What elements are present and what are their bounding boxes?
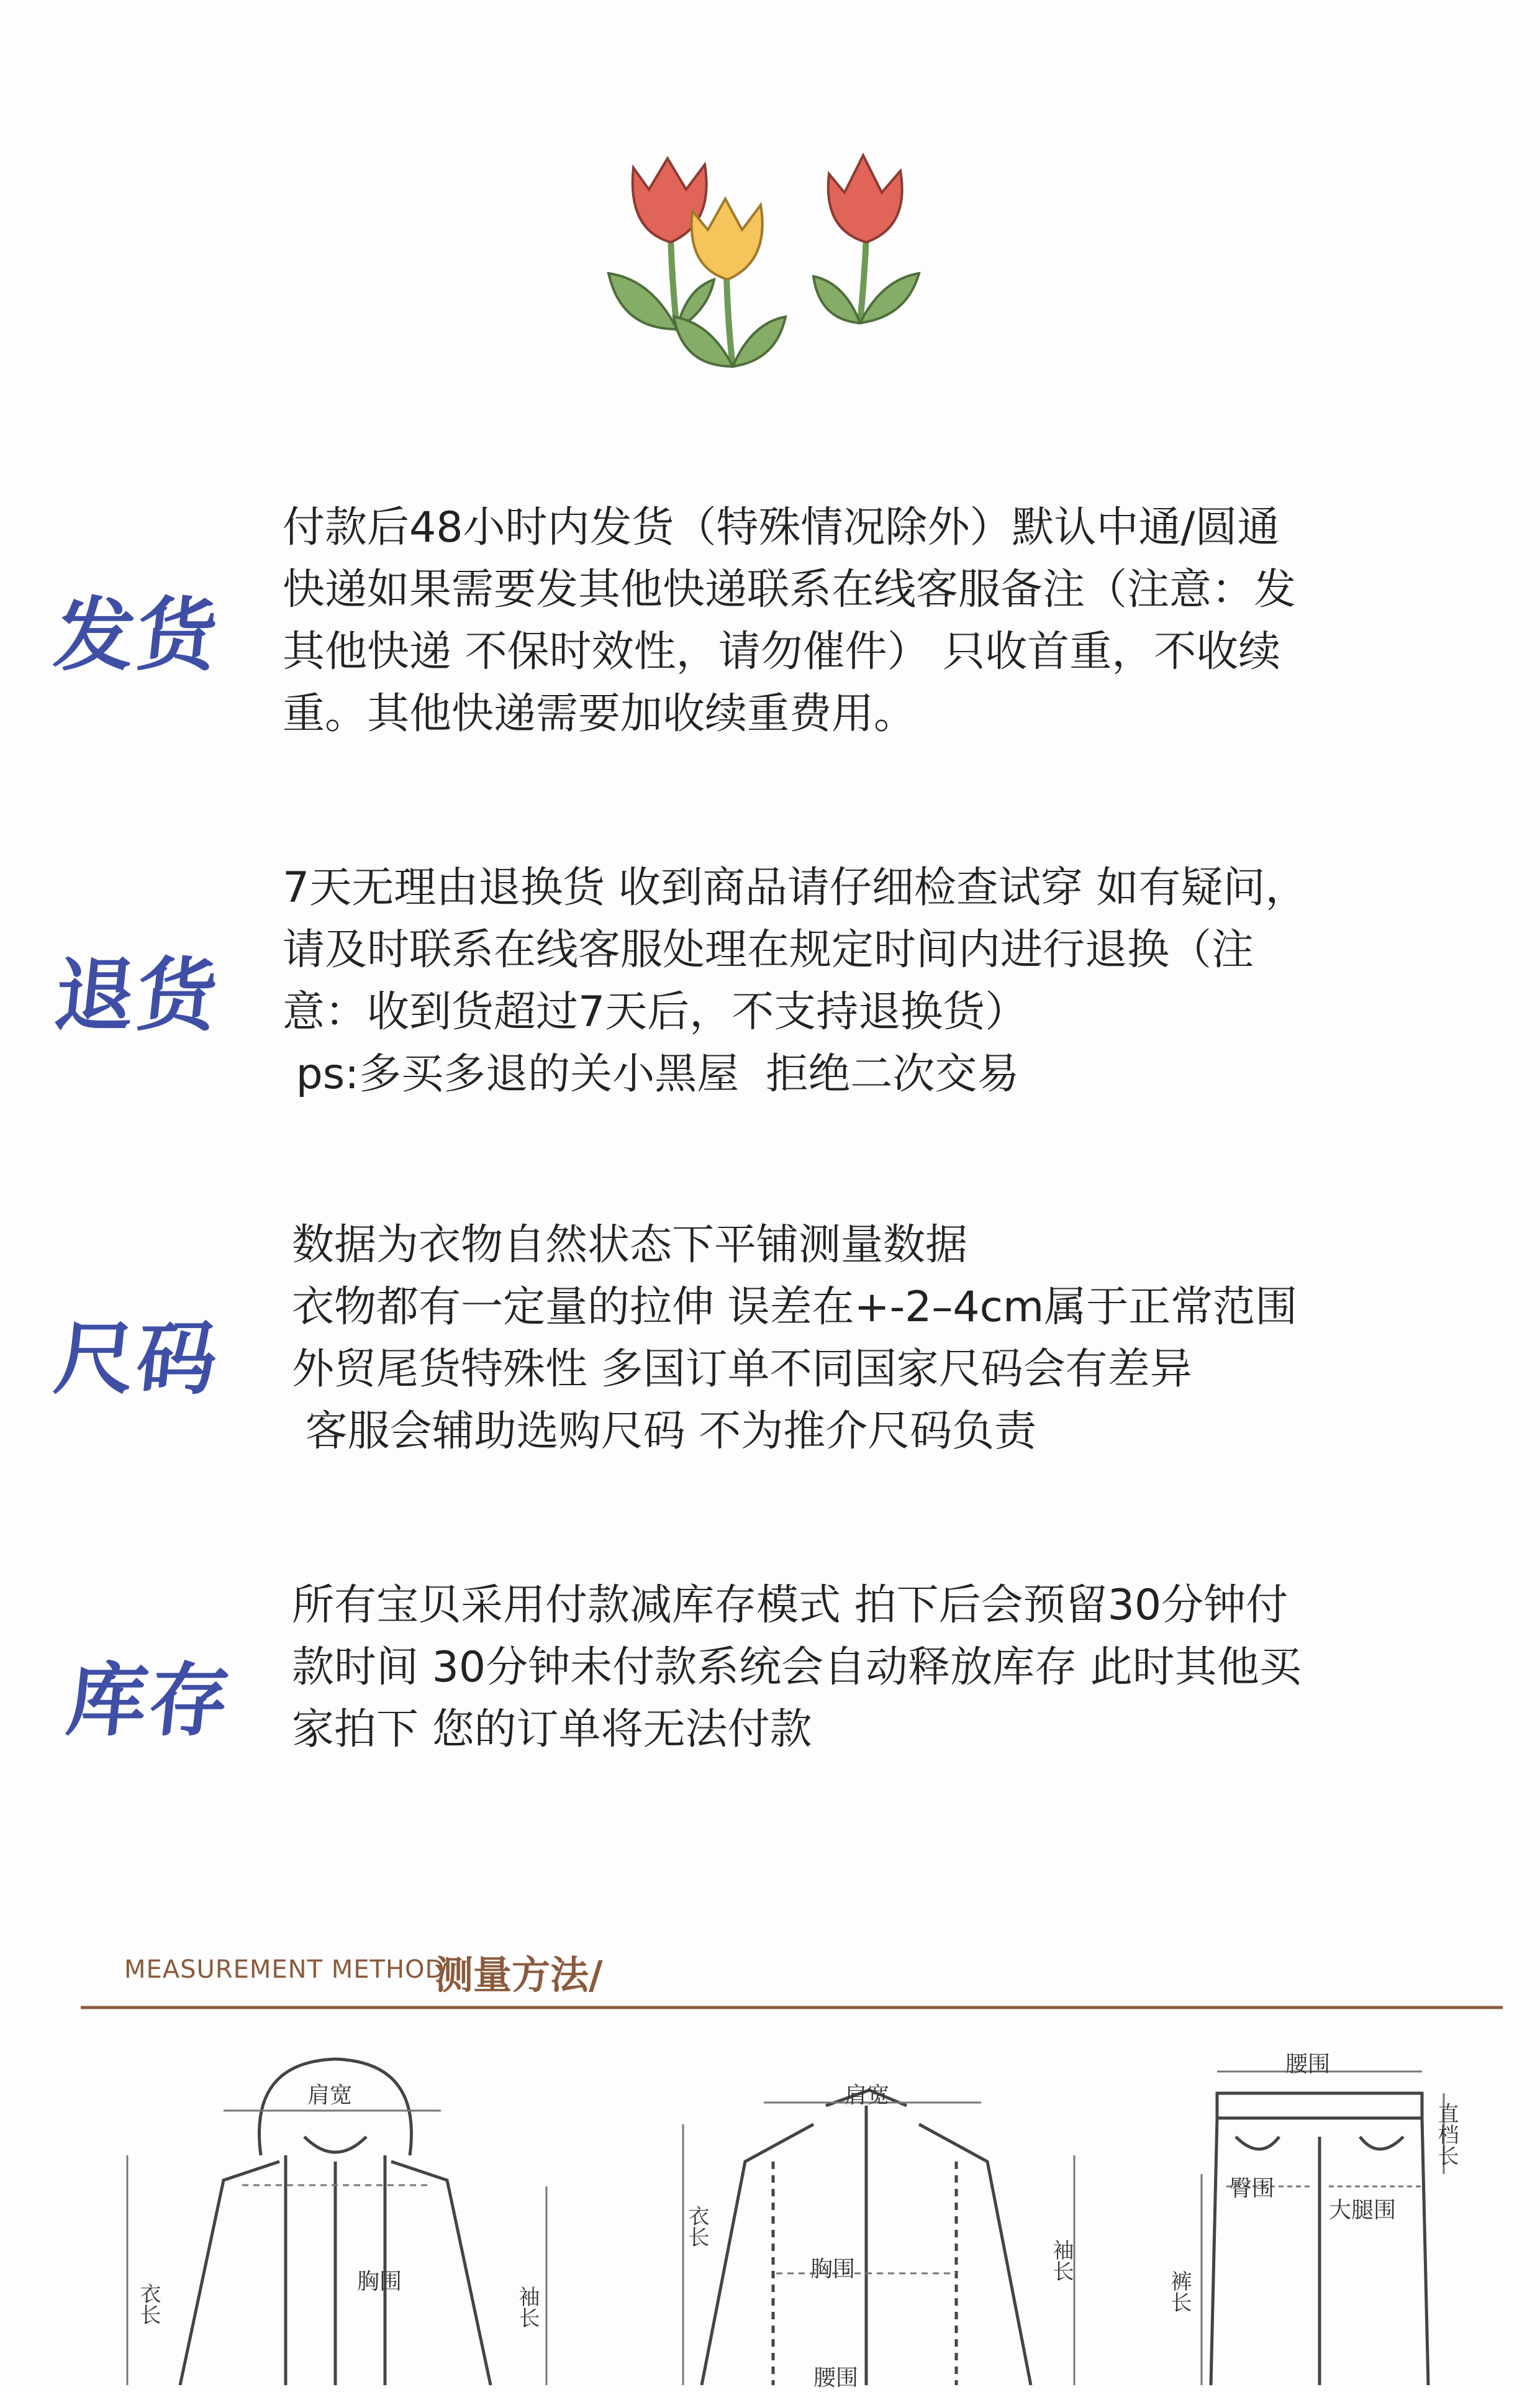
pants-hip-label: 臀围 xyxy=(1230,2176,1275,2201)
shirt-length-label: 衣长 xyxy=(684,2205,709,2247)
paragraph-line: 快递如果需要发其他快递联系在线客服备注（注意：发 xyxy=(283,565,1297,614)
paragraph-line: 数据为衣物自然状态下平铺测量数据 xyxy=(292,1221,968,1270)
paragraph-line: 重。其他快递需要加收续重费用。 xyxy=(283,689,917,739)
shirt-waist-label: 腰围 xyxy=(813,2365,859,2391)
size-paragraph xyxy=(292,1214,1422,1463)
pants-rise-label: 直档长 xyxy=(1434,2103,1459,2166)
shirt-chest-label: 胸围 xyxy=(810,2257,856,2282)
paragraph-line: 其他快递 不保时效性，请勿催件） 只收首重，不收续 xyxy=(283,627,1281,676)
jacket-length-label: 衣长 xyxy=(136,2283,161,2325)
stock-paragraph xyxy=(292,1575,1422,1761)
paragraph-line: 所有宝贝采用付款减库存模式 拍下后会预留30分钟付 xyxy=(292,1581,1289,1630)
paragraph-line: 请及时联系在线客服处理在规定时间内进行退换（注 xyxy=(283,925,1254,975)
section-label-returns: 退货 xyxy=(50,950,224,1042)
pants-waist-label: 腰围 xyxy=(1285,2052,1331,2077)
shirt-shoulder-label: 肩宽 xyxy=(845,2083,890,2108)
paragraph-line: 意：收到货超过7天后，不支持退换货） xyxy=(283,988,1028,1037)
jacket-sleeve-label: 袖长 xyxy=(515,2286,540,2328)
pants-diagram xyxy=(1211,2093,1428,2385)
section-label-stock: 库存 xyxy=(62,1655,237,1747)
paragraph-line: 7天无理由退换货 收到商品请仔细检查试穿 如有疑问， xyxy=(283,863,1308,912)
paragraph-line: 衣物都有一定量的拉伸 误差在+-2–4cm属于正常范围 xyxy=(292,1283,1298,1332)
shirt-sleeve-label: 袖长 xyxy=(1049,2239,1074,2281)
measurement-title-cn: 测量方法/ xyxy=(435,1952,603,1998)
jacket-shoulder-label: 肩宽 xyxy=(307,2083,353,2108)
pants-thigh-label: 大腿围 xyxy=(1329,2198,1397,2223)
red-tulip-right-icon xyxy=(813,155,919,323)
shirt-diagram xyxy=(702,2090,1031,2385)
section-label-shipping: 发货 xyxy=(50,589,224,682)
pants-length-label: 裤长 xyxy=(1167,2270,1192,2312)
shipping-paragraph xyxy=(283,497,1413,745)
paragraph-line: 外贸尾货特殊性 多国订单不同国家尺码会有差异 xyxy=(292,1345,1192,1394)
paragraph-line: ps:多买多退的关小黑屋 拒绝二次交易 xyxy=(283,1050,1020,1099)
paragraph-line: 付款后48小时内发货（特殊情况除外）默认中通/圆通 xyxy=(283,503,1280,552)
returns-paragraph xyxy=(283,857,1413,1106)
paragraph-line: 家拍下 您的订单将无法付款 xyxy=(292,1705,812,1754)
paragraph-line: 款时间 30分钟未付款系统会自动释放库存 此时其他买 xyxy=(292,1643,1302,1692)
tulip-illustration xyxy=(584,143,944,391)
measurement-title-en: MEASUREMENT METHOD xyxy=(124,1955,445,1984)
yellow-tulip-icon xyxy=(674,199,786,366)
measurement-diagrams xyxy=(0,1950,1540,2385)
paragraph-line: 客服会辅助选购尺码 不为推介尺码负责 xyxy=(292,1407,1037,1456)
jacket-chest-label: 胸围 xyxy=(357,2269,402,2294)
section-label-size: 尺码 xyxy=(50,1313,224,1406)
